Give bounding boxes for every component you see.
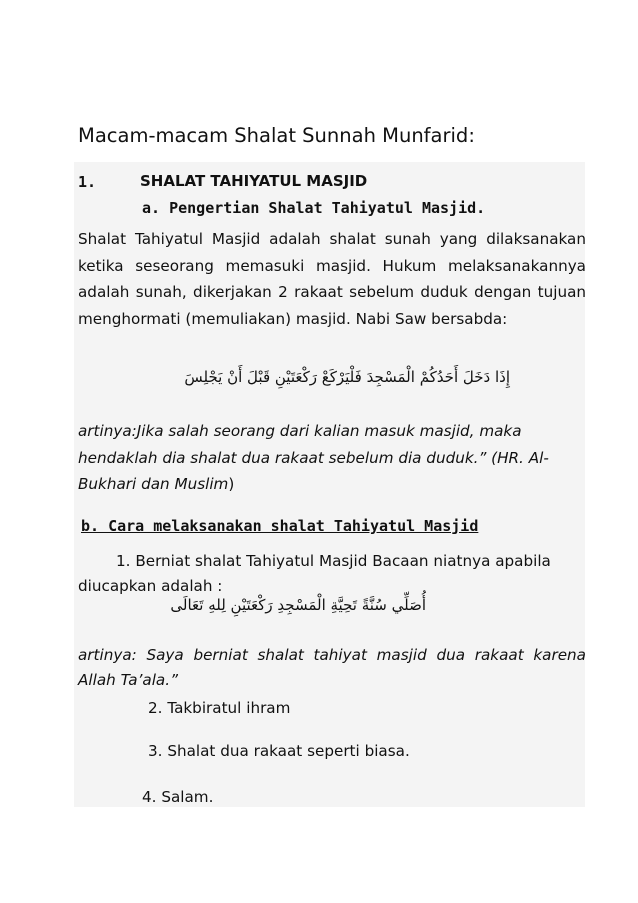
niat-arabic: أُصَلِّي سُنَّةً تَحِيَّةِ الْمَسْجِدِ رَكْعَتَيْنِ لِلهِ تَعَالَى <box>170 596 426 614</box>
niat-translation: artinya: Saya berniat shalat tahiyat masjid dua rakaat karena Allah Ta’ala.” <box>78 646 586 689</box>
page-title: Macam-macam Shalat Sunnah Munfarid: <box>78 124 475 147</box>
step-3: 3. Shalat dua rakaat seperti biasa. <box>148 742 410 760</box>
hadith-translation-text: artinya:Jika salah seorang dari kalian masuk masjid, maka hendaklah dia shalat dua rakaat sebelum dia duduk.” (HR. Al-Bukhari dan Muslim <box>78 422 549 494</box>
hadith-translation-end: ) <box>228 475 235 494</box>
definition-paragraph: Shalat Tahiyatul Masjid adalah shalat sunah yang dilaksanakan ketika seseorang memasuki masjid. Hukum melaksanakannya adalah sunah, dikerjakan 2 rakaat sebelum duduk dengan tujuan menghormati (memuliakan) masjid. Nabi Saw bersabda: <box>78 230 586 329</box>
hadith-translation <box>78 418 586 498</box>
step-2: 2. Takbiratul ihram <box>148 699 291 717</box>
section-heading: SHALAT TAHIYATUL MASJID <box>140 172 368 190</box>
section-number: 1. <box>78 173 97 191</box>
subheading-b: b. Cara melaksanakan shalat Tahiyatul Masjid <box>81 517 479 535</box>
step-1: 1. Berniat shalat Tahiyatul Masjid Bacaan niatnya apabila diucapkan adalah : <box>78 552 551 595</box>
subheading-a: a. Pengertian Shalat Tahiyatul Masjid. <box>142 199 486 217</box>
hadith-arabic: إِذَا دَخَلَ أَحَدُكُمْ الْمَسْجِدَ فَلْيَرْكَعْ رَكْعَتَيْنِ قَبْلَ أَنْ يَجْلِسَ <box>184 368 510 386</box>
step-4: 4. Salam. <box>142 788 214 806</box>
